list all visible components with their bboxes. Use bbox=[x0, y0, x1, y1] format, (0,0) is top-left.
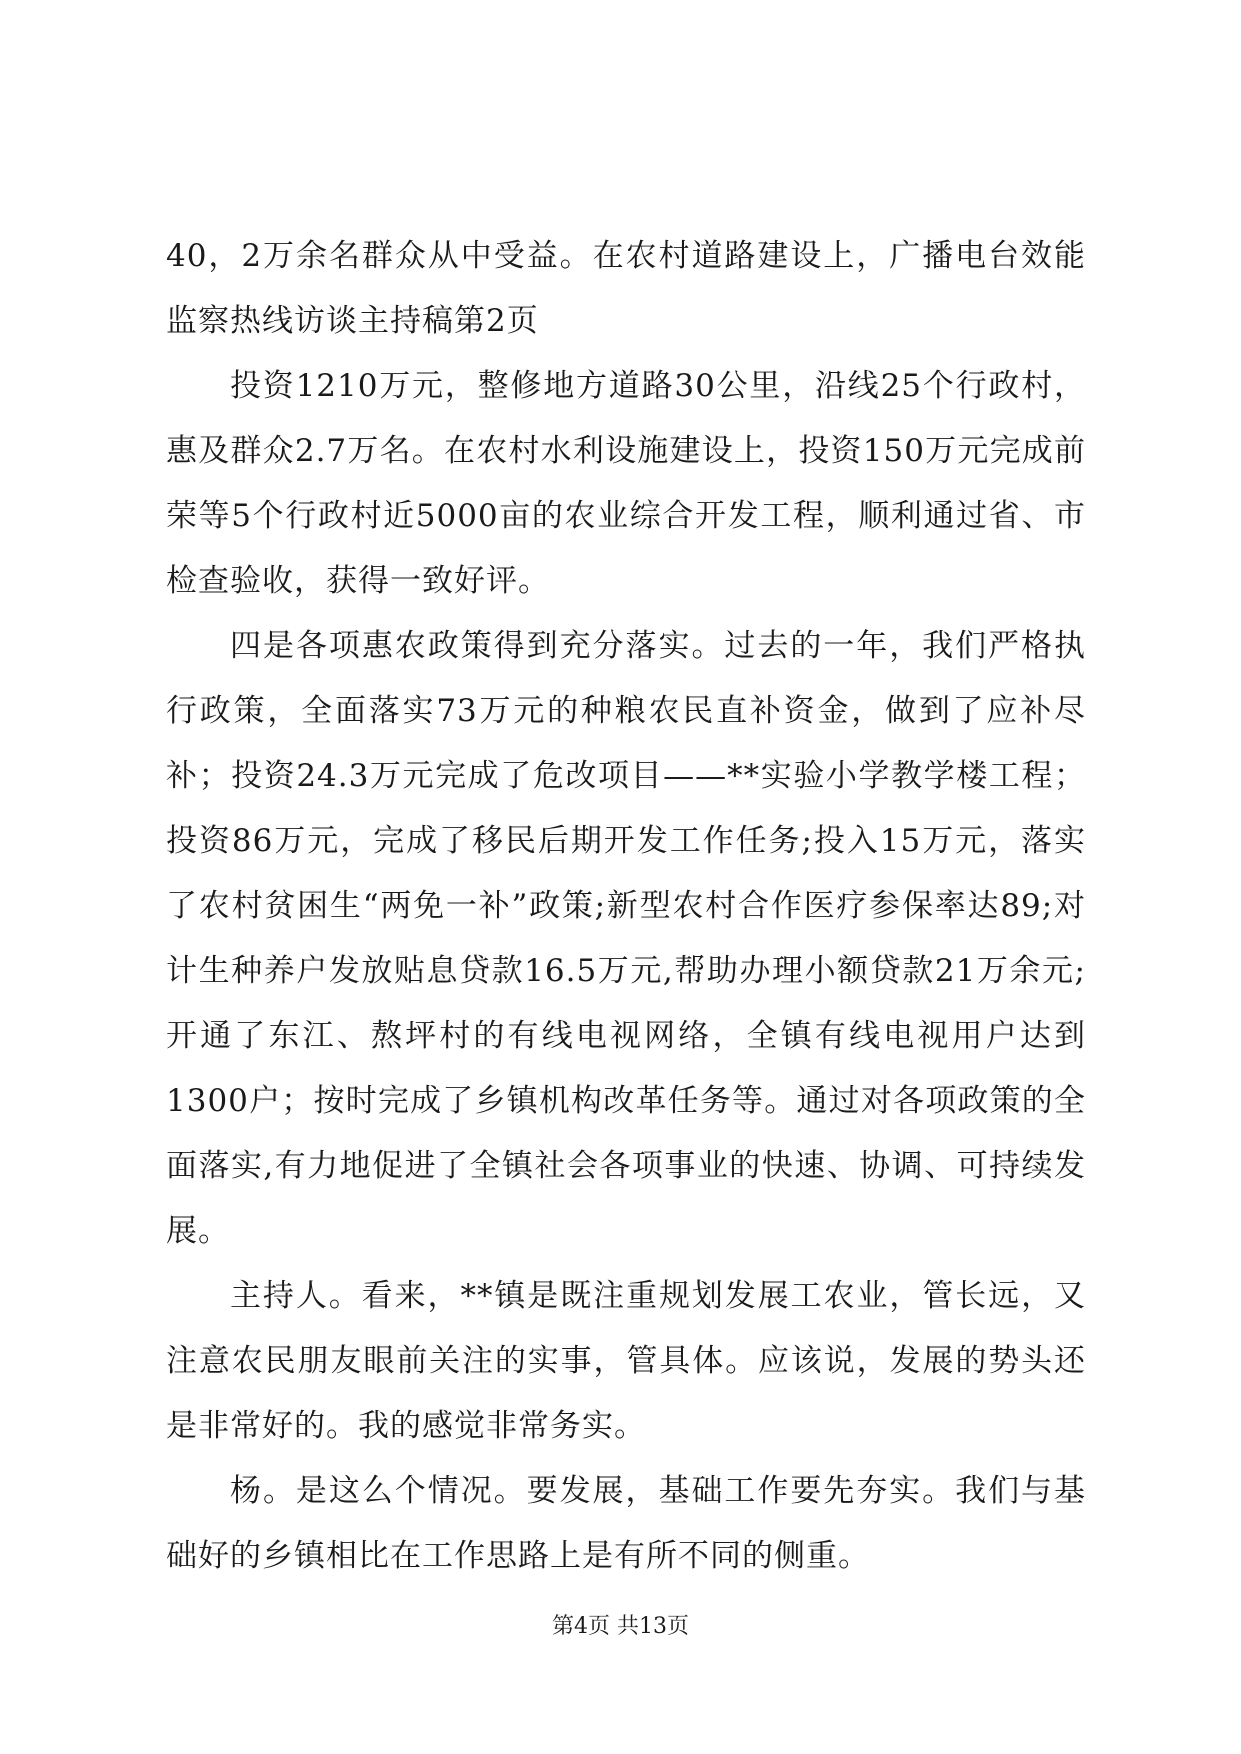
paragraph-1: 40，2万余名群众从中受益。在农村道路建设上，广播电台效能监察热线访谈主持稿第2页 bbox=[166, 238, 1086, 339]
paragraph-4: 主持人。看来，**镇是既注重规划发展工农业，管长远，又注意农民朋友眼前关注的实事，管具体。应该说，发展的势头还是非常好的。我的感觉非常务实。 bbox=[166, 1278, 1086, 1444]
paragraph-2: 投资1210万元，整修地方道路30公里，沿线25个行政村，惠及群众2.7万名。在农村水利设施建设上，投资150万元完成前荣等5个行政村近5000亩的农业综合开发工程，顺利通过省、市检查验收，获得一致好评。 bbox=[166, 368, 1086, 599]
paragraph-3: 四是各项惠农政策得到充分落实。过去的一年，我们严格执行政策，全面落实73万元的种粮农民直补资金，做到了应补尽补；投资24.3万元完成了危改项目——**实验小学教学楼工程；投资86万元，完成了移民后期开发工作任务;投入15万元，落实了农村贫困生“两免一补”政策;新型农村合作医疗参保率达89;对计生种养户发放贴息贷款16.5万元,帮助办理小额贷款21万余元;开通了东江、熬坪村的有线电视网络，全镇有线电视用户达到1300户；按时完成了乡镇机构改革任务等。通过对各项政策的全面落实,有力地促进了全镇社会各项事业的快速、协调、可持续发展。 bbox=[166, 628, 1086, 1249]
page-footer bbox=[0, 1612, 1241, 1642]
page-number-label: 第4页 共13页 bbox=[552, 1614, 689, 1639]
document-body bbox=[166, 224, 1086, 1589]
paragraph-5: 杨。是这么个情况。要发展，基础工作要先夯实。我们与基础好的乡镇相比在工作思路上是有所不同的侧重。 bbox=[166, 1473, 1086, 1574]
